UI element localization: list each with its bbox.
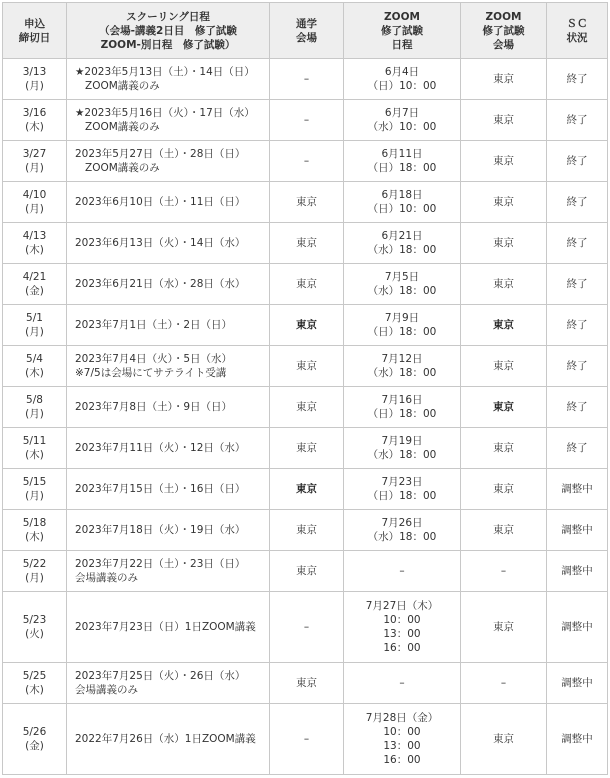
deadline-text: (月) bbox=[25, 80, 44, 92]
table-row bbox=[3, 704, 608, 775]
schedule-cell bbox=[67, 663, 270, 704]
sc-status-cell bbox=[547, 387, 608, 428]
zoom-venue-cell bbox=[461, 305, 547, 346]
zoom-date-cell bbox=[344, 663, 461, 704]
schedule-cell bbox=[67, 592, 270, 663]
schedule-text: 2023年7月22日（土）・23日（日） bbox=[75, 558, 246, 570]
zoom-venue-text: 東京 bbox=[493, 114, 514, 126]
zoom-date-text: 7月19日 bbox=[381, 435, 423, 447]
zoom-date-cell bbox=[344, 592, 461, 663]
sc-status-cell bbox=[547, 141, 608, 182]
schedule-cell bbox=[67, 551, 270, 592]
sc-status-cell bbox=[547, 182, 608, 223]
zoom-venue-cell bbox=[461, 141, 547, 182]
zoom-venue-text: 東京 bbox=[493, 319, 514, 331]
schedule-cell bbox=[67, 469, 270, 510]
deadline-text: (月) bbox=[25, 408, 44, 420]
deadline-text: (月) bbox=[25, 490, 44, 502]
sc-status-text: 調整中 bbox=[561, 677, 593, 689]
zoom-date-text: （水）18：00 bbox=[367, 285, 437, 297]
zoom-date-text: 7月26日 bbox=[381, 517, 423, 529]
header-schedule-line: （会場-講義2日目 修了試験 bbox=[99, 24, 237, 37]
sc-status-cell bbox=[547, 428, 608, 469]
table-row bbox=[3, 428, 608, 469]
venue-cell bbox=[270, 141, 344, 182]
zoom-date-text: （日）18：00 bbox=[367, 408, 437, 420]
zoom-date-text: （日）18：00 bbox=[367, 162, 437, 174]
schedule-text: 2023年7月15日（土）・16日（日） bbox=[75, 483, 246, 495]
zoom-venue-cell bbox=[461, 510, 547, 551]
schedule-text: 2023年7月1日（土）・2日（日） bbox=[75, 319, 233, 331]
header-zoom-date-line: 修了試験 bbox=[381, 24, 423, 37]
sc-status-cell bbox=[547, 704, 608, 775]
table-row bbox=[3, 592, 608, 663]
zoom-date-text: （水）10：00 bbox=[367, 121, 437, 133]
deadline-text: 5/15 bbox=[22, 476, 47, 488]
schedule-text: 2023年6月21日（水）・28日（水） bbox=[75, 278, 246, 290]
venue-text: – bbox=[303, 733, 310, 745]
schedule-table bbox=[2, 2, 608, 775]
zoom-date-cell bbox=[344, 223, 461, 264]
schedule-cell bbox=[67, 100, 270, 141]
venue-text: – bbox=[303, 621, 310, 633]
deadline-text: 3/27 bbox=[22, 148, 47, 160]
deadline-cell bbox=[3, 346, 67, 387]
deadline-text: (火) bbox=[25, 628, 44, 640]
header-deadline-line: 申込 bbox=[24, 17, 45, 30]
venue-text: 東京 bbox=[296, 360, 317, 372]
zoom-date-text: 16：00 bbox=[383, 642, 421, 654]
zoom-date-cell bbox=[344, 469, 461, 510]
sc-status-cell bbox=[547, 551, 608, 592]
zoom-venue-cell bbox=[461, 182, 547, 223]
deadline-cell bbox=[3, 428, 67, 469]
deadline-text: (月) bbox=[25, 203, 44, 215]
venue-cell bbox=[270, 305, 344, 346]
schedule-text: ★2023年5月16日（火）・17日（水） bbox=[75, 107, 255, 119]
header-venue bbox=[270, 3, 344, 59]
zoom-date-cell bbox=[344, 59, 461, 100]
schedule-text: ★2023年5月13日（土）・14日（日） bbox=[75, 66, 255, 78]
venue-text: 東京 bbox=[296, 565, 317, 577]
schedule-cell bbox=[67, 141, 270, 182]
deadline-cell bbox=[3, 704, 67, 775]
table-row bbox=[3, 223, 608, 264]
deadline-cell bbox=[3, 469, 67, 510]
table-row bbox=[3, 346, 608, 387]
table-row bbox=[3, 387, 608, 428]
header-venue-line: 会場 bbox=[296, 31, 317, 44]
deadline-text: (木) bbox=[25, 367, 44, 379]
zoom-date-text: （日）18：00 bbox=[367, 326, 437, 338]
deadline-text: 5/22 bbox=[22, 558, 47, 570]
sc-status-text: 調整中 bbox=[561, 733, 593, 745]
zoom-date-text: 10：00 bbox=[383, 614, 421, 626]
venue-cell bbox=[270, 182, 344, 223]
deadline-cell bbox=[3, 510, 67, 551]
zoom-date-text: 7月27日（木） bbox=[365, 600, 439, 612]
zoom-date-text: 6月18日 bbox=[381, 189, 423, 201]
header-zoom-venue-line: 修了試験 bbox=[482, 24, 525, 37]
deadline-text: 5/11 bbox=[22, 435, 47, 447]
zoom-date-text: 6月7日 bbox=[384, 107, 420, 119]
sc-status-text: 終了 bbox=[566, 360, 588, 372]
header-zoom-venue bbox=[461, 3, 547, 59]
venue-cell bbox=[270, 510, 344, 551]
deadline-text: (木) bbox=[25, 244, 44, 256]
zoom-date-cell bbox=[344, 182, 461, 223]
table-row bbox=[3, 59, 608, 100]
zoom-venue-cell bbox=[461, 100, 547, 141]
schedule-cell bbox=[67, 346, 270, 387]
venue-text: 東京 bbox=[296, 677, 317, 689]
header-deadline bbox=[3, 3, 67, 59]
venue-text: 東京 bbox=[296, 483, 317, 495]
zoom-date-text: （日）10：00 bbox=[367, 80, 437, 92]
venue-cell bbox=[270, 592, 344, 663]
venue-cell bbox=[270, 100, 344, 141]
table-body bbox=[3, 59, 608, 775]
header-schedule bbox=[67, 3, 270, 59]
zoom-date-text: 13：00 bbox=[383, 740, 421, 752]
table-row bbox=[3, 510, 608, 551]
sc-status-cell bbox=[547, 223, 608, 264]
zoom-venue-text: 東京 bbox=[493, 155, 514, 167]
schedule-text: 2023年6月13日（火）・14日（水） bbox=[75, 237, 246, 249]
venue-cell bbox=[270, 469, 344, 510]
zoom-date-text: （水）18：00 bbox=[367, 531, 437, 543]
venue-text: 東京 bbox=[296, 319, 317, 331]
deadline-cell bbox=[3, 592, 67, 663]
zoom-venue-cell bbox=[461, 346, 547, 387]
schedule-text: 2023年7月4日（火）・5日（水） bbox=[75, 353, 233, 365]
venue-text: 東京 bbox=[296, 278, 317, 290]
venue-text: – bbox=[303, 114, 310, 126]
schedule-cell bbox=[67, 182, 270, 223]
sc-status-cell bbox=[547, 59, 608, 100]
header-schedule-line: スクーリング日程 bbox=[126, 10, 210, 23]
deadline-cell bbox=[3, 182, 67, 223]
header-sc-line: ＳＣ bbox=[566, 17, 588, 30]
schedule-text: 会場講義のみ bbox=[75, 684, 138, 696]
header-schedule-line: ZOOM-別日程 修了試験） bbox=[100, 38, 236, 51]
zoom-date-cell bbox=[344, 100, 461, 141]
schedule-text: 会場講義のみ bbox=[75, 572, 138, 584]
zoom-venue-cell bbox=[461, 704, 547, 775]
deadline-text: (木) bbox=[25, 531, 44, 543]
zoom-venue-text: – bbox=[500, 677, 507, 689]
schedule-cell bbox=[67, 704, 270, 775]
sc-status-cell bbox=[547, 305, 608, 346]
zoom-date-cell bbox=[344, 264, 461, 305]
header-zoom-venue-line: ZOOM bbox=[485, 10, 522, 23]
deadline-text: 4/13 bbox=[22, 230, 47, 242]
schedule-text: ZOOM講義のみ bbox=[85, 162, 160, 174]
schedule-text: 2023年6月10日（土）・11日（日） bbox=[75, 196, 246, 208]
zoom-venue-text: 東京 bbox=[493, 524, 514, 536]
zoom-venue-cell bbox=[461, 663, 547, 704]
schedule-text: 2023年7月23日（日）1日ZOOM講義 bbox=[75, 621, 256, 633]
deadline-text: 4/10 bbox=[22, 189, 47, 201]
zoom-date-text: 7月28日（金） bbox=[365, 712, 439, 724]
table-row bbox=[3, 663, 608, 704]
header-sc-line: 状況 bbox=[566, 31, 588, 44]
zoom-date-text: 7月12日 bbox=[381, 353, 423, 365]
schedule-cell bbox=[67, 510, 270, 551]
venue-text: 東京 bbox=[296, 401, 317, 413]
deadline-text: (木) bbox=[25, 121, 44, 133]
deadline-text: 5/25 bbox=[22, 670, 47, 682]
deadline-cell bbox=[3, 305, 67, 346]
zoom-date-text: （水）18：00 bbox=[367, 244, 437, 256]
schedule-cell bbox=[67, 387, 270, 428]
sc-status-cell bbox=[547, 100, 608, 141]
schedule-text: 2023年7月8日（土）・9日（日） bbox=[75, 401, 233, 413]
sc-status-text: 終了 bbox=[566, 114, 588, 126]
zoom-date-text: （水）18：00 bbox=[367, 449, 437, 461]
schedule-text: 2022年7月26日（水）1日ZOOM講義 bbox=[75, 733, 256, 745]
deadline-text: 3/16 bbox=[22, 107, 47, 119]
schedule-cell bbox=[67, 264, 270, 305]
sc-status-text: 終了 bbox=[566, 155, 588, 167]
header-zoom-venue-line: 会場 bbox=[493, 38, 514, 51]
sc-status-text: 終了 bbox=[566, 196, 588, 208]
deadline-text: (木) bbox=[25, 449, 44, 461]
zoom-date-cell bbox=[344, 141, 461, 182]
deadline-text: (月) bbox=[25, 572, 44, 584]
header-zoom-date bbox=[344, 3, 461, 59]
zoom-venue-text: – bbox=[500, 565, 507, 577]
sc-status-text: 終了 bbox=[566, 319, 588, 331]
sc-status-cell bbox=[547, 510, 608, 551]
zoom-date-text: 6月4日 bbox=[384, 66, 420, 78]
deadline-text: (木) bbox=[25, 684, 44, 696]
sc-status-text: 調整中 bbox=[561, 621, 593, 633]
sc-status-text: 調整中 bbox=[561, 524, 593, 536]
venue-cell bbox=[270, 551, 344, 592]
table-row bbox=[3, 100, 608, 141]
deadline-text: 5/1 bbox=[26, 312, 43, 324]
zoom-date-text: 16：00 bbox=[383, 754, 421, 766]
zoom-date-cell bbox=[344, 510, 461, 551]
zoom-venue-text: 東京 bbox=[493, 278, 514, 290]
deadline-cell bbox=[3, 100, 67, 141]
sc-status-cell bbox=[547, 663, 608, 704]
deadline-text: 5/4 bbox=[26, 353, 43, 365]
table-row bbox=[3, 182, 608, 223]
header-sc-status bbox=[547, 3, 608, 59]
venue-text: 東京 bbox=[296, 196, 317, 208]
header-zoom-date-line: 日程 bbox=[391, 38, 413, 51]
zoom-date-text: 7月9日 bbox=[384, 312, 420, 324]
zoom-date-text: 13：00 bbox=[383, 628, 421, 640]
venue-text: 東京 bbox=[296, 237, 317, 249]
deadline-cell bbox=[3, 223, 67, 264]
table-row bbox=[3, 551, 608, 592]
table-row bbox=[3, 469, 608, 510]
zoom-date-cell bbox=[344, 551, 461, 592]
zoom-date-text: – bbox=[399, 565, 405, 577]
venue-text: – bbox=[303, 155, 310, 167]
table-header-row bbox=[3, 3, 608, 59]
venue-cell bbox=[270, 387, 344, 428]
deadline-text: 4/21 bbox=[22, 271, 47, 283]
schedule-text: ※7/5は会場にてサテライト受講 bbox=[75, 367, 227, 379]
zoom-date-text: （日）18：00 bbox=[367, 490, 437, 502]
venue-cell bbox=[270, 346, 344, 387]
venue-text: 東京 bbox=[296, 442, 317, 454]
zoom-venue-text: 東京 bbox=[493, 621, 514, 633]
schedule-cell bbox=[67, 59, 270, 100]
zoom-date-text: （水）18：00 bbox=[367, 367, 437, 379]
deadline-text: 5/23 bbox=[22, 614, 47, 626]
zoom-date-text: 7月23日 bbox=[381, 476, 423, 488]
zoom-venue-cell bbox=[461, 59, 547, 100]
zoom-venue-text: 東京 bbox=[493, 73, 514, 85]
zoom-date-text: 7月5日 bbox=[384, 271, 420, 283]
table-row bbox=[3, 305, 608, 346]
deadline-text: 5/26 bbox=[22, 726, 47, 738]
zoom-date-text: 7月16日 bbox=[381, 394, 423, 406]
zoom-date-text: – bbox=[399, 677, 405, 689]
deadline-cell bbox=[3, 663, 67, 704]
zoom-venue-cell bbox=[461, 264, 547, 305]
schedule-text: ZOOM講義のみ bbox=[85, 121, 160, 133]
schedule-text: 2023年7月18日（火）・19日（水） bbox=[75, 524, 246, 536]
venue-cell bbox=[270, 59, 344, 100]
zoom-venue-cell bbox=[461, 428, 547, 469]
zoom-venue-text: 東京 bbox=[493, 237, 514, 249]
zoom-date-cell bbox=[344, 428, 461, 469]
zoom-venue-text: 東京 bbox=[493, 401, 514, 413]
zoom-venue-cell bbox=[461, 223, 547, 264]
deadline-cell bbox=[3, 59, 67, 100]
zoom-venue-text: 東京 bbox=[493, 196, 514, 208]
deadline-text: (金) bbox=[25, 740, 44, 752]
schedule-text: 2023年7月11日（火）・12日（水） bbox=[75, 442, 246, 454]
venue-cell bbox=[270, 663, 344, 704]
venue-cell bbox=[270, 704, 344, 775]
venue-text: – bbox=[303, 73, 310, 85]
sc-status-cell bbox=[547, 592, 608, 663]
zoom-date-cell bbox=[344, 704, 461, 775]
sc-status-text: 終了 bbox=[566, 442, 588, 454]
deadline-text: 5/8 bbox=[26, 394, 43, 406]
deadline-cell bbox=[3, 387, 67, 428]
sc-status-cell bbox=[547, 346, 608, 387]
zoom-venue-cell bbox=[461, 551, 547, 592]
zoom-date-cell bbox=[344, 346, 461, 387]
schedule-cell bbox=[67, 305, 270, 346]
sc-status-text: 終了 bbox=[566, 237, 588, 249]
deadline-cell bbox=[3, 551, 67, 592]
deadline-cell bbox=[3, 264, 67, 305]
schedule-cell bbox=[67, 428, 270, 469]
schedule-text: 2023年5月27日（土）・28日（日） bbox=[75, 148, 246, 160]
schedule-cell bbox=[67, 223, 270, 264]
zoom-venue-cell bbox=[461, 592, 547, 663]
zoom-venue-text: 東京 bbox=[493, 360, 514, 372]
zoom-date-text: （日）10：00 bbox=[367, 203, 437, 215]
zoom-venue-text: 東京 bbox=[493, 442, 514, 454]
deadline-text: (月) bbox=[25, 326, 44, 338]
schedule-text: ZOOM講義のみ bbox=[85, 80, 160, 92]
zoom-venue-cell bbox=[461, 387, 547, 428]
venue-cell bbox=[270, 264, 344, 305]
header-zoom-date-line: ZOOM bbox=[384, 10, 420, 23]
table-row bbox=[3, 264, 608, 305]
sc-status-text: 終了 bbox=[566, 401, 588, 413]
venue-cell bbox=[270, 223, 344, 264]
zoom-date-text: 6月11日 bbox=[381, 148, 423, 160]
header-deadline-line: 締切日 bbox=[18, 31, 51, 44]
zoom-venue-text: 東京 bbox=[493, 483, 514, 495]
sc-status-text: 調整中 bbox=[561, 565, 593, 577]
deadline-cell bbox=[3, 141, 67, 182]
deadline-text: 5/18 bbox=[22, 517, 47, 529]
sc-status-cell bbox=[547, 264, 608, 305]
sc-status-cell bbox=[547, 469, 608, 510]
schedule-text: 2023年7月25日（火）・26日（水） bbox=[75, 670, 246, 682]
venue-text: 東京 bbox=[296, 524, 317, 536]
zoom-date-text: 6月21日 bbox=[381, 230, 423, 242]
venue-cell bbox=[270, 428, 344, 469]
zoom-date-text: 10：00 bbox=[383, 726, 421, 738]
sc-status-text: 終了 bbox=[566, 73, 588, 85]
deadline-text: (金) bbox=[25, 285, 44, 297]
zoom-date-cell bbox=[344, 305, 461, 346]
sc-status-text: 終了 bbox=[566, 278, 588, 290]
header-venue-line: 通学 bbox=[296, 17, 317, 30]
deadline-text: (月) bbox=[25, 162, 44, 174]
zoom-venue-text: 東京 bbox=[493, 733, 514, 745]
zoom-venue-cell bbox=[461, 469, 547, 510]
zoom-date-cell bbox=[344, 387, 461, 428]
deadline-text: 3/13 bbox=[22, 66, 47, 78]
sc-status-text: 調整中 bbox=[561, 483, 593, 495]
table-row bbox=[3, 141, 608, 182]
